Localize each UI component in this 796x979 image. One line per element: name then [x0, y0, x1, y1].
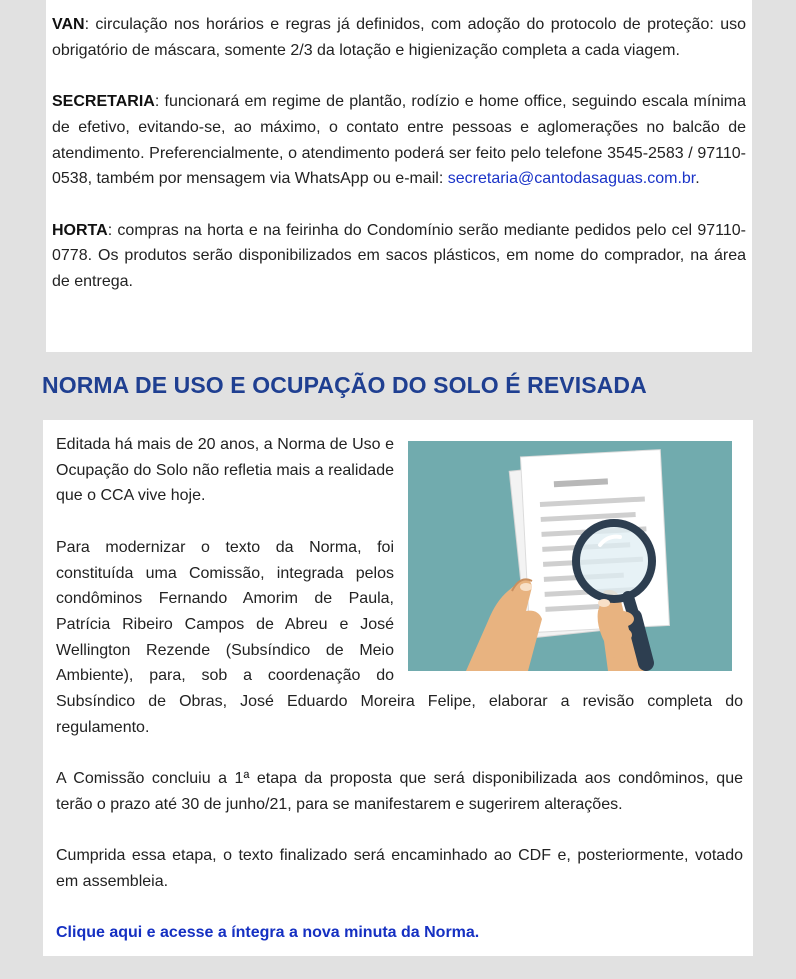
article-link-paragraph — [56, 920, 743, 946]
article-card — [43, 420, 753, 956]
horta-label: HORTA — [52, 221, 108, 239]
article-paragraph-1: Editada há mais de 20 anos, a Norma de Uso e Ocupação do Solo não refletia mais a realidade que o CCA vive hoje. — [56, 436, 394, 505]
article-paragraph-2: Para modernizar o texto da Norma, foi constituída uma Comissão, integrada pelos condôminos Fernando Amorim de Paula, Patrícia Ribeiro Campos de Abreu e José Wellington Rezende (Subsíndico de Meio Ambiente), para, sob a coordenação do Subsíndico de Obras, José Eduardo Moreira Felipe, elaborar a revisão completa do regulamento. — [56, 538, 743, 736]
secretaria-label: SECRETARIA — [52, 93, 155, 111]
van-paragraph — [52, 12, 746, 63]
secretaria-email-link[interactable]: secretaria@cantodasaguas.com.br — [447, 170, 696, 188]
document-magnifier-illustration — [408, 441, 732, 671]
secretaria-text: : funcionará em regime de plantão, rodízio e home office, seguindo escala mínima de efetivo, evitando-se, ao máximo, o contato entre pessoas e aglomerações no balcão de atendimento. Preferencialmente, o atendimento poderá ser feito pelo telefone 3545-2583 / 97110-0538, também por mensagem via WhatsApp ou e-mail: — [52, 93, 746, 188]
article-title: NORMA DE USO E OCUPAÇÃO DO SOLO É REVISADA — [42, 372, 647, 398]
horta-text: : compras na horta e na feirinha do Condomínio serão mediante pedidos pelo cel 97110-0778. Os produtos serão disponibilizados em sacos plásticos, em nome do comprador, na área de entrega. — [52, 221, 746, 290]
norma-draft-link[interactable]: Clique aqui e acesse a íntegra a nova minuta da Norma. — [56, 924, 480, 942]
secretaria-paragraph — [52, 89, 746, 192]
article-paragraph-3: A Comissão concluiu a 1ª etapa da proposta que será disponibilizada aos condôminos, que terão o prazo até 30 de junho/21, para se manifestarem e sugerirem alterações. — [56, 770, 743, 813]
van-label: VAN — [52, 16, 85, 33]
horta-paragraph — [52, 218, 746, 295]
van-text: : circulação nos horários e regras já definidos, com adoção do protocolo de proteção: uso obrigatório de máscara, somente 2/3 da lotação e higienização completa a cada viagem. — [52, 16, 746, 59]
article-paragraph-4: Cumprida essa etapa, o texto finalizado será encaminhado ao CDF e, posteriormente, votado em assembleia. — [56, 847, 743, 890]
secretaria-tail: . — [695, 170, 700, 188]
document-magnifier-icon — [408, 441, 732, 671]
announcements-card — [46, 0, 752, 352]
